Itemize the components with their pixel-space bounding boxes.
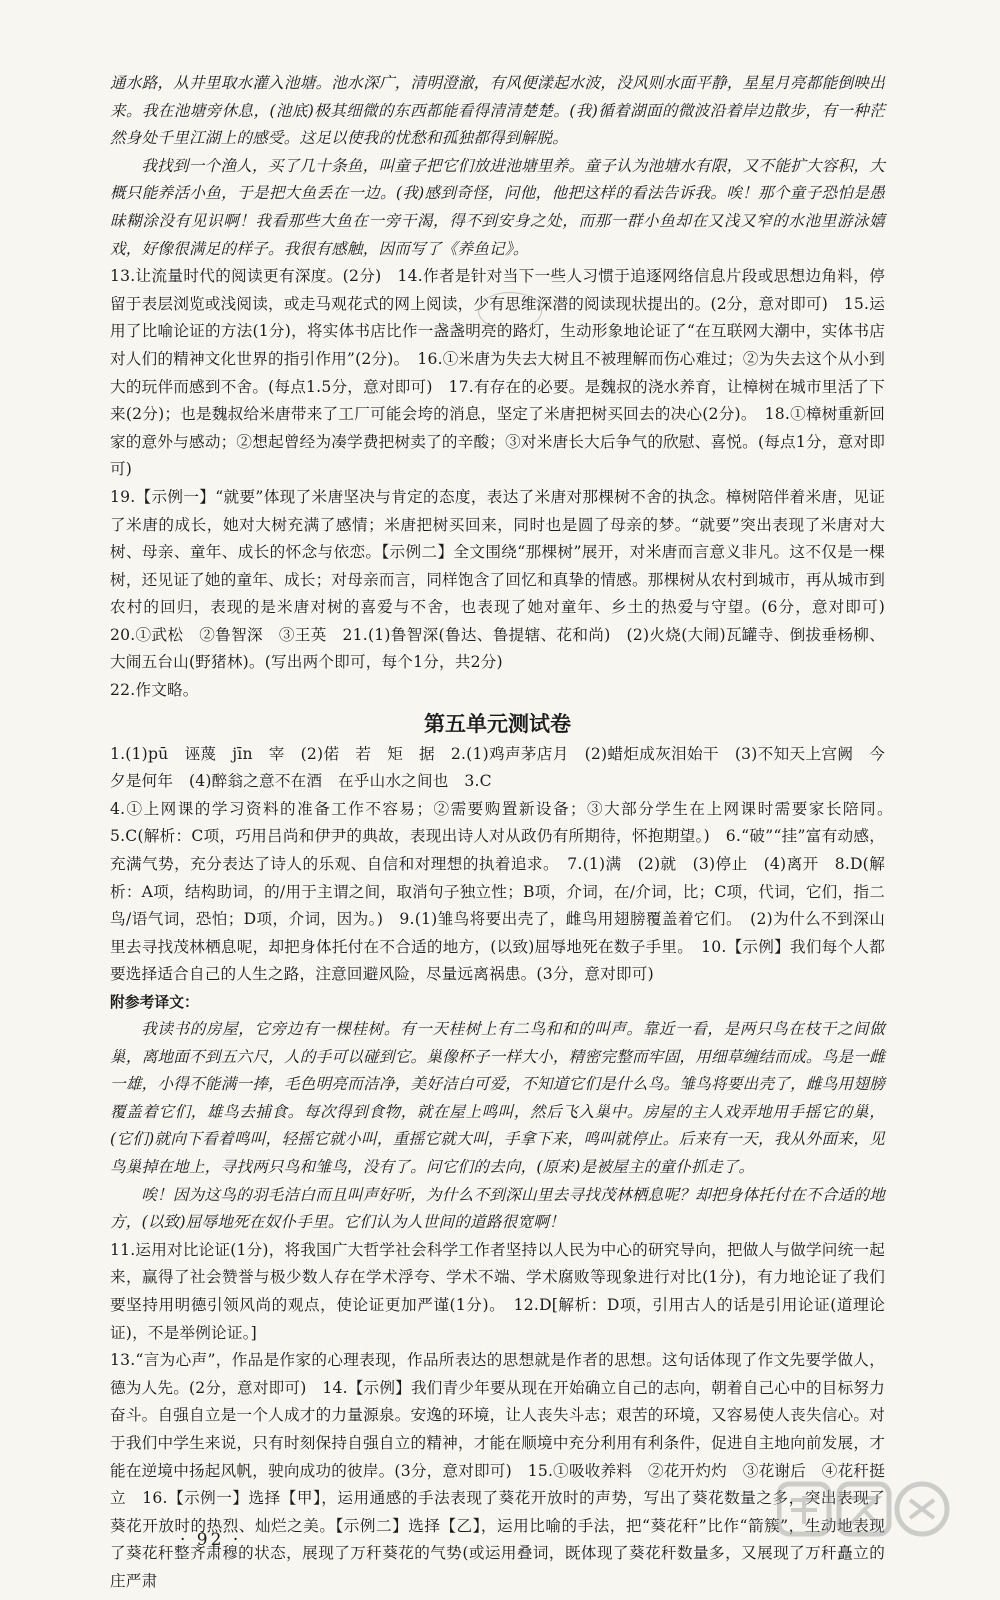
answer-paragraph-2: 我找到一个渔人，买了几十条鱼，叫童子把它们放进池塘里养。童子认为池塘水有限，又不能扩大容积，大概只能养活小鱼，于是把大鱼丢在一边。(我)感到奇怪，问他，他把这样的看法告诉我。唉！那个童子恐怕是愚昧糊涂没有见识啊！我看那些大鱼在一旁干渴，得不到安身之处，而那一群小鱼却在又浅又窄的水池里游泳嬉戏，好像很满足的样子。我很有感触，因而写了《养鱼记》。: [110, 156, 885, 258]
answer-paragraph-9: 13.“言为心声”，作品是作家的心理表现，作品所表达的思想就是作者的思想。这句话体现了作文先要学做人，德为人先。(2分，意对即可) 14.【示例】我们青少年要从现在开始确立自己的志向，朝着自己心中的目标努力奋斗。自强自立是一个人成才的力量源泉。安逸的环境，让人丧失斗志；艰苦的环境，又容易使人丧失信心。对于我们中学生来说，只有时刻保持自强自立的精神，才能在顺境中充分利用有利条件，促进自主地向前发展，才能在逆境中扬起风帆，驶向成功的彼岸。(3分，意对即可) 15.①吸收养料 ②花开灼灼 ③花谢后 ④花秆挺立 16.【示例一】选择【甲】，运用通感的手法表现了葵花开放时的声势，写出了葵花数量之多，突出表现了葵花开放时的热烈、灿烂之美。【示例二】选择【乙】，运用比喻的手法，把“葵花秆”比作“箭簇”，生动地表现了葵花秆整齐肃穆的状态，展现了万秆葵花的气势(或运用叠词，既体现了葵花秆数量多，又展现了万秆矗立的庄严肃: [110, 1351, 885, 1590]
answer-paragraph-8: 11.运用对比论证(1分)，将我国广大哲学社会科学工作者坚持以人民为中心的研究导向，把做人与做学问统一起来，赢得了社会赞誉与极少数人存在学术浮夸、学术不端、学术腐败等现象进行对比(1分)，有力地论证了我们要坚持用明德引领风尚的观点，使论证更加严谨(1分)。 12.D[解析：D项，引用古人的话是引用论证(道理论证)，不是举例论证。]: [110, 1240, 885, 1342]
section-title: 第五单元测试卷: [424, 711, 571, 736]
stamp-mark: [478, 292, 542, 330]
answer-paragraph-3: 13.让流量时代的阅读更有深度。(2分) 14.作者是针对当下一些人习惯于追逐网络信息片段或思想边角料，停留于表层浏览或浅阅读，或走马观花式的网上阅读，少有思维深潜的阅读现状提出的。(2分，意对即可) 15.运用了比喻论证的方法(1分)，将实体书店比作一盏盏明亮的路灯，生动形象地论证了“在互联网大潮中，实体书店对人们的精神文化世界的指引作用”(2分)。 16.①米唐为失去大树且不被理解而伤心难过；②为失去这个从小到大的玩伴而感到不舍。(每点1.5分，意对即可) 17.有存在的必要。是魏叔的浇水养育，让樟树在城市里活了下来(2分)；也是魏叔给米唐带来了工厂可能会垮的消息，坚定了米唐把树买回去的决心(2分)。 18.①樟树重新回家的意外与感动；②想起曾经为凑学费把树卖了的辛酸；③对米唐长大后争气的欣慰、喜悦。(每点1分，意对即可): [110, 267, 885, 479]
translation-paragraph-2: 唉！因为这鸟的羽毛洁白而且叫声好听，为什么不到深山里去寻找茂林栖息呢？却把身体托付在不合适的地方，(以致)屈辱地死在奴仆手里。它们认为人世间的道路很宽啊！: [110, 1185, 885, 1232]
answer-paragraph-4: 19.【示例一】“就要”体现了米唐坚决与肯定的态度，表达了米唐对那棵树不舍的执念。樟树陪伴着米唐，见证了米唐的成长，她对大树充满了感情；米唐把树买回来，同时也是圆了母亲的梦。“就要”突出表现了米唐对大树、母亲、童年、成长的怀念与依恋。【示例二】全文围绕“那棵树”展开，对米唐而言意义非凡。这不仅是一棵树，还见证了她的童年、成长；对母亲而言，同样饱含了回忆和真挚的情感。那棵树从农村到城市，再从城市到农村的回归，表现的是米唐对树的喜爱与不舍，也表现了她对童年、乡土的热爱与守望。(6分，意对即可) 20.①武松 ②鲁智深 ③王英 21.(1)鲁智深(鲁达、鲁提辖、花和尚) (2)火烧(大闹)瓦罐寺、倒拔垂杨柳、大闹五台山(野猪林)。(写出两个即可，每个1分，共2分): [110, 487, 901, 672]
translation-paragraph-1: 我读书的房屋，它旁边有一棵桂树。有一天桂树上有二鸟和和的叫声。靠近一看，是两只鸟在枝干之间做巢，离地面不到五六尺，人的手可以碰到它。巢像杯子一样大小，精密完整而牢固，用细草缠结而成。鸟是一雌一雄，小得不能满一捧，毛色明亮而洁净，美好洁白可爱，不知道它们是什么鸟。雏鸟将要出壳了，雌鸟用翅膀覆盖着它们，雄鸟去捕食。每次得到食物，就在屋上鸣叫，然后飞入巢中。房屋的主人戏弄地用手摇它的巢，(它们)就向下看着鸣叫，轻摇它就小叫，重摇它就大叫，手拿下来，鸣叫就停止。后来有一天，我从外面来，见鸟巢掉在地上，寻找两只鸟和雏鸟，没有了。问它们的去向，(原来)是被屋主的童仆抓走了。: [110, 1020, 885, 1176]
watermark-logo-icon: [777, 1478, 952, 1540]
page-number: · 92 ·: [180, 1530, 242, 1550]
answer-paragraph-6: 1.(1)pū 诬蔑 jīn 宰 (2)偌 若 矩 据 2.(1)鸡声茅店月 (2)蜡炬成灰泪始干 (3)不知天上宫阙 今夕是何年 (4)醉翁之意不在酒 在乎山水之间也 3.C: [110, 744, 885, 791]
answer-paragraph-5: 22.作文略。: [110, 681, 199, 700]
appendix-label: 附参考译文：: [110, 994, 199, 1011]
answer-paragraph-7: 4.①上网课的学习资料的准备工作不容易；②需要购置新设备；③大部分学生在上网课时需要家长陪同。 5.C(解析：C项，巧用吕尚和伊尹的典故，表现出诗人对从政仍有所期待，怀抱期望。) 6.“破”“挂”富有动感，充满气势，充分表达了诗人的乐观、自信和对理想的执着追求。 7.(1)满 (2)就 (3)停止 (4)离开 8.D(解析：A项，结构助词，的/用于主谓之间，取消句子独立性；B项，介词，在/介词，比；C项，代词，它们，指二鸟/语气词，恐怕；D项，介词，因为。) 9.(1)雏鸟将要出壳了，雌鸟用翅膀覆盖着它们。 (2)为什么不到深山里去寻找茂林栖息呢，却把身体托付在不合适的地方，(以致)屈辱地死在数子手里。 10.【示例】我们每个人都要选择适合自己的人生之路，注意回避风险，尽量远离祸患。(3分，意对即可): [110, 799, 901, 984]
answer-paragraph-1: 通水路，从井里取水灌入池塘。池水深广，清明澄澈，有风便漾起水波，没风则水面平静，星星月亮都能倒映出来。我在池塘旁休息，(池底)极其细微的东西都能看得清清楚楚。(我)循着湖面的微波沿着岸边散步，有一种茫然身处千里江湖上的感受。这足以使我的忧愁和孤独都得到解脱。: [110, 74, 885, 148]
